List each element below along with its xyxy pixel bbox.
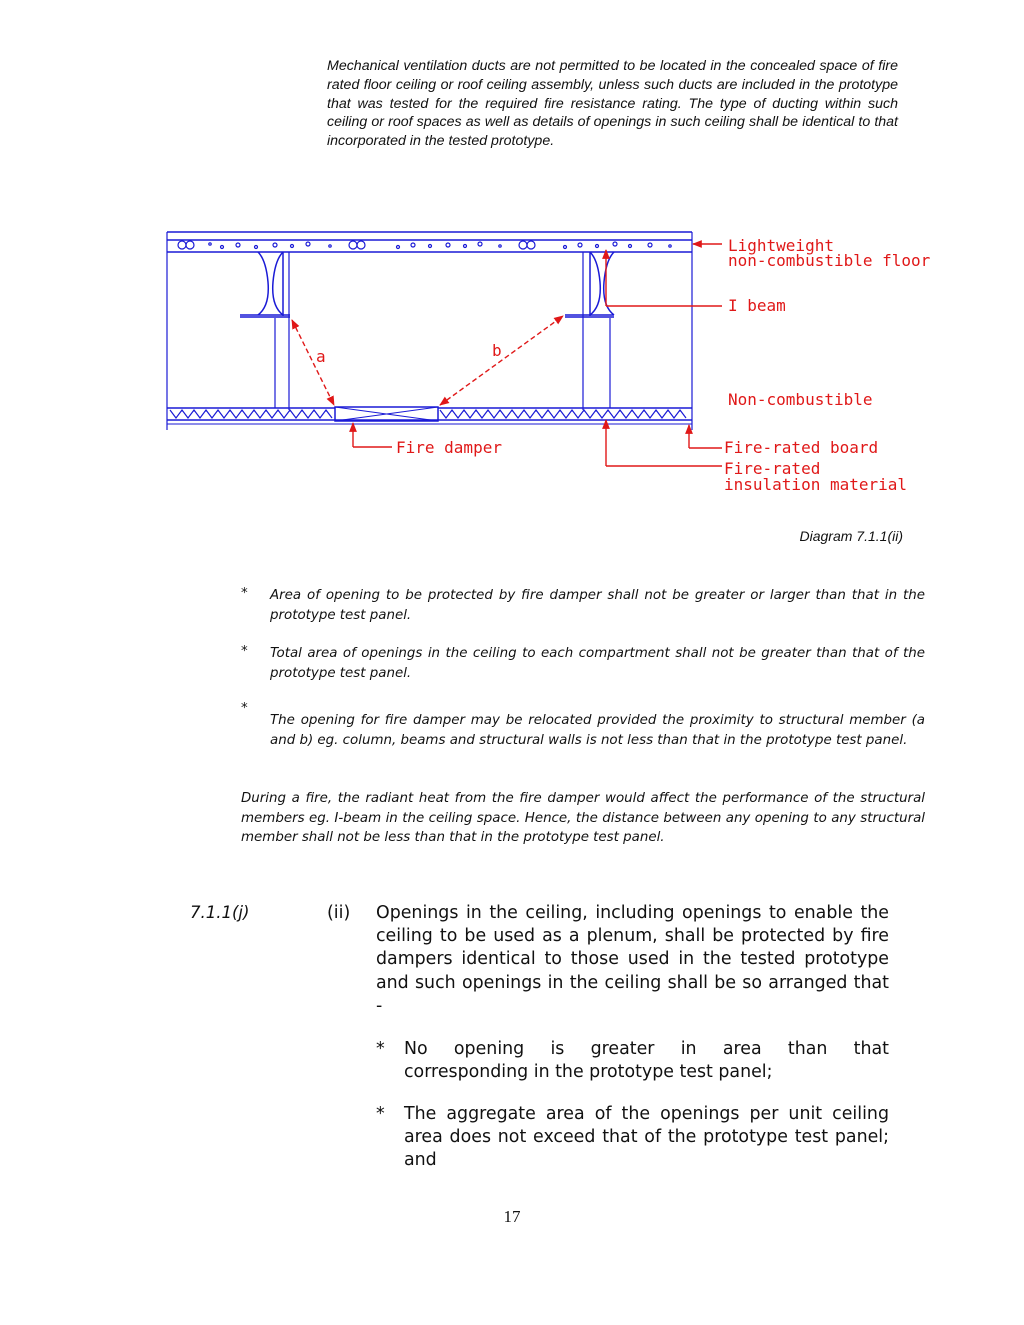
clause-text: Openings in the ceiling, including openings to enable the ceiling to be used as a plenum, shall be protected by fire dampers identical to those used in the tested prototype and such openings in the ceiling shall be so arranged that - xyxy=(376,903,889,1016)
diagram-caption: Diagram 7.1.1(ii) xyxy=(799,528,903,544)
label-noncombustible-floor: non-combustible floor xyxy=(728,251,931,270)
label-fire-rated: Fire-rated xyxy=(724,459,821,478)
clause-bullet: * xyxy=(376,1104,385,1124)
note-item-3: The opening for fire damper may be relocated provided the proximity to structural member (a and b) eg. column, beams and structural walls is not less than that in the prototype test panel. xyxy=(270,713,925,748)
clause-bullet: * xyxy=(376,1039,385,1059)
clause-sub: (ii) xyxy=(327,903,351,923)
page-number: 17 xyxy=(503,1207,521,1226)
label-i-beam: I beam xyxy=(728,296,786,315)
clause-item-1-line-1: No opening is greater in area than that xyxy=(404,1039,889,1059)
diagram-annotations xyxy=(292,244,722,466)
clause-number: 7.1.1(j) xyxy=(190,903,250,922)
fire-damper-diagram xyxy=(160,222,940,500)
label-fire-damper: Fire damper xyxy=(396,438,502,457)
note-item-2: Total area of openings in the ceiling to each compartment shall not be greater than that of the prototype test panel. xyxy=(270,646,925,681)
note-bullet: * xyxy=(241,586,248,601)
clause-item-1-line-2: corresponding in the prototype test panel; xyxy=(404,1062,773,1082)
note-item-1: Area of opening to be protected by fire damper shall not be greater or larger than that in the prototype test panel. xyxy=(270,588,925,623)
intro-paragraph: Mechanical ventilation ducts are not permitted to be located in the concealed space of fire rated floor ceiling or roof ceiling assembly, unless such ducts are included in the prototype that was tested for the required fire resistance rating. The type of ducting within such ceiling or roof spaces as well as details of openings in such ceiling shall be identical to that incorporated in the tested prototype. xyxy=(327,58,898,150)
diagram-structure xyxy=(167,232,692,430)
clause-item-2: The aggregate area of the openings per unit ceiling area does not exceed that of the prototype test panel; and xyxy=(404,1104,889,1171)
label-insulation-material: insulation material xyxy=(724,475,908,494)
note-bullet: * xyxy=(241,701,248,716)
label-fire-rated-board: Fire-rated board xyxy=(724,438,879,457)
label-lightweight: Lightweight xyxy=(728,236,834,255)
label-noncombustible: Non-combustible xyxy=(728,390,873,409)
note-bullet: * xyxy=(241,644,248,659)
label-distance-b: b xyxy=(492,341,502,360)
label-distance-a: a xyxy=(316,347,326,366)
note-paragraph: During a fire, the radiant heat from the fire damper would affect the performance of the structural members eg. I-beam in the ceiling space. Hence, the distance between any opening to any structural member shall not be less than that in the prototype test panel. xyxy=(241,791,925,845)
